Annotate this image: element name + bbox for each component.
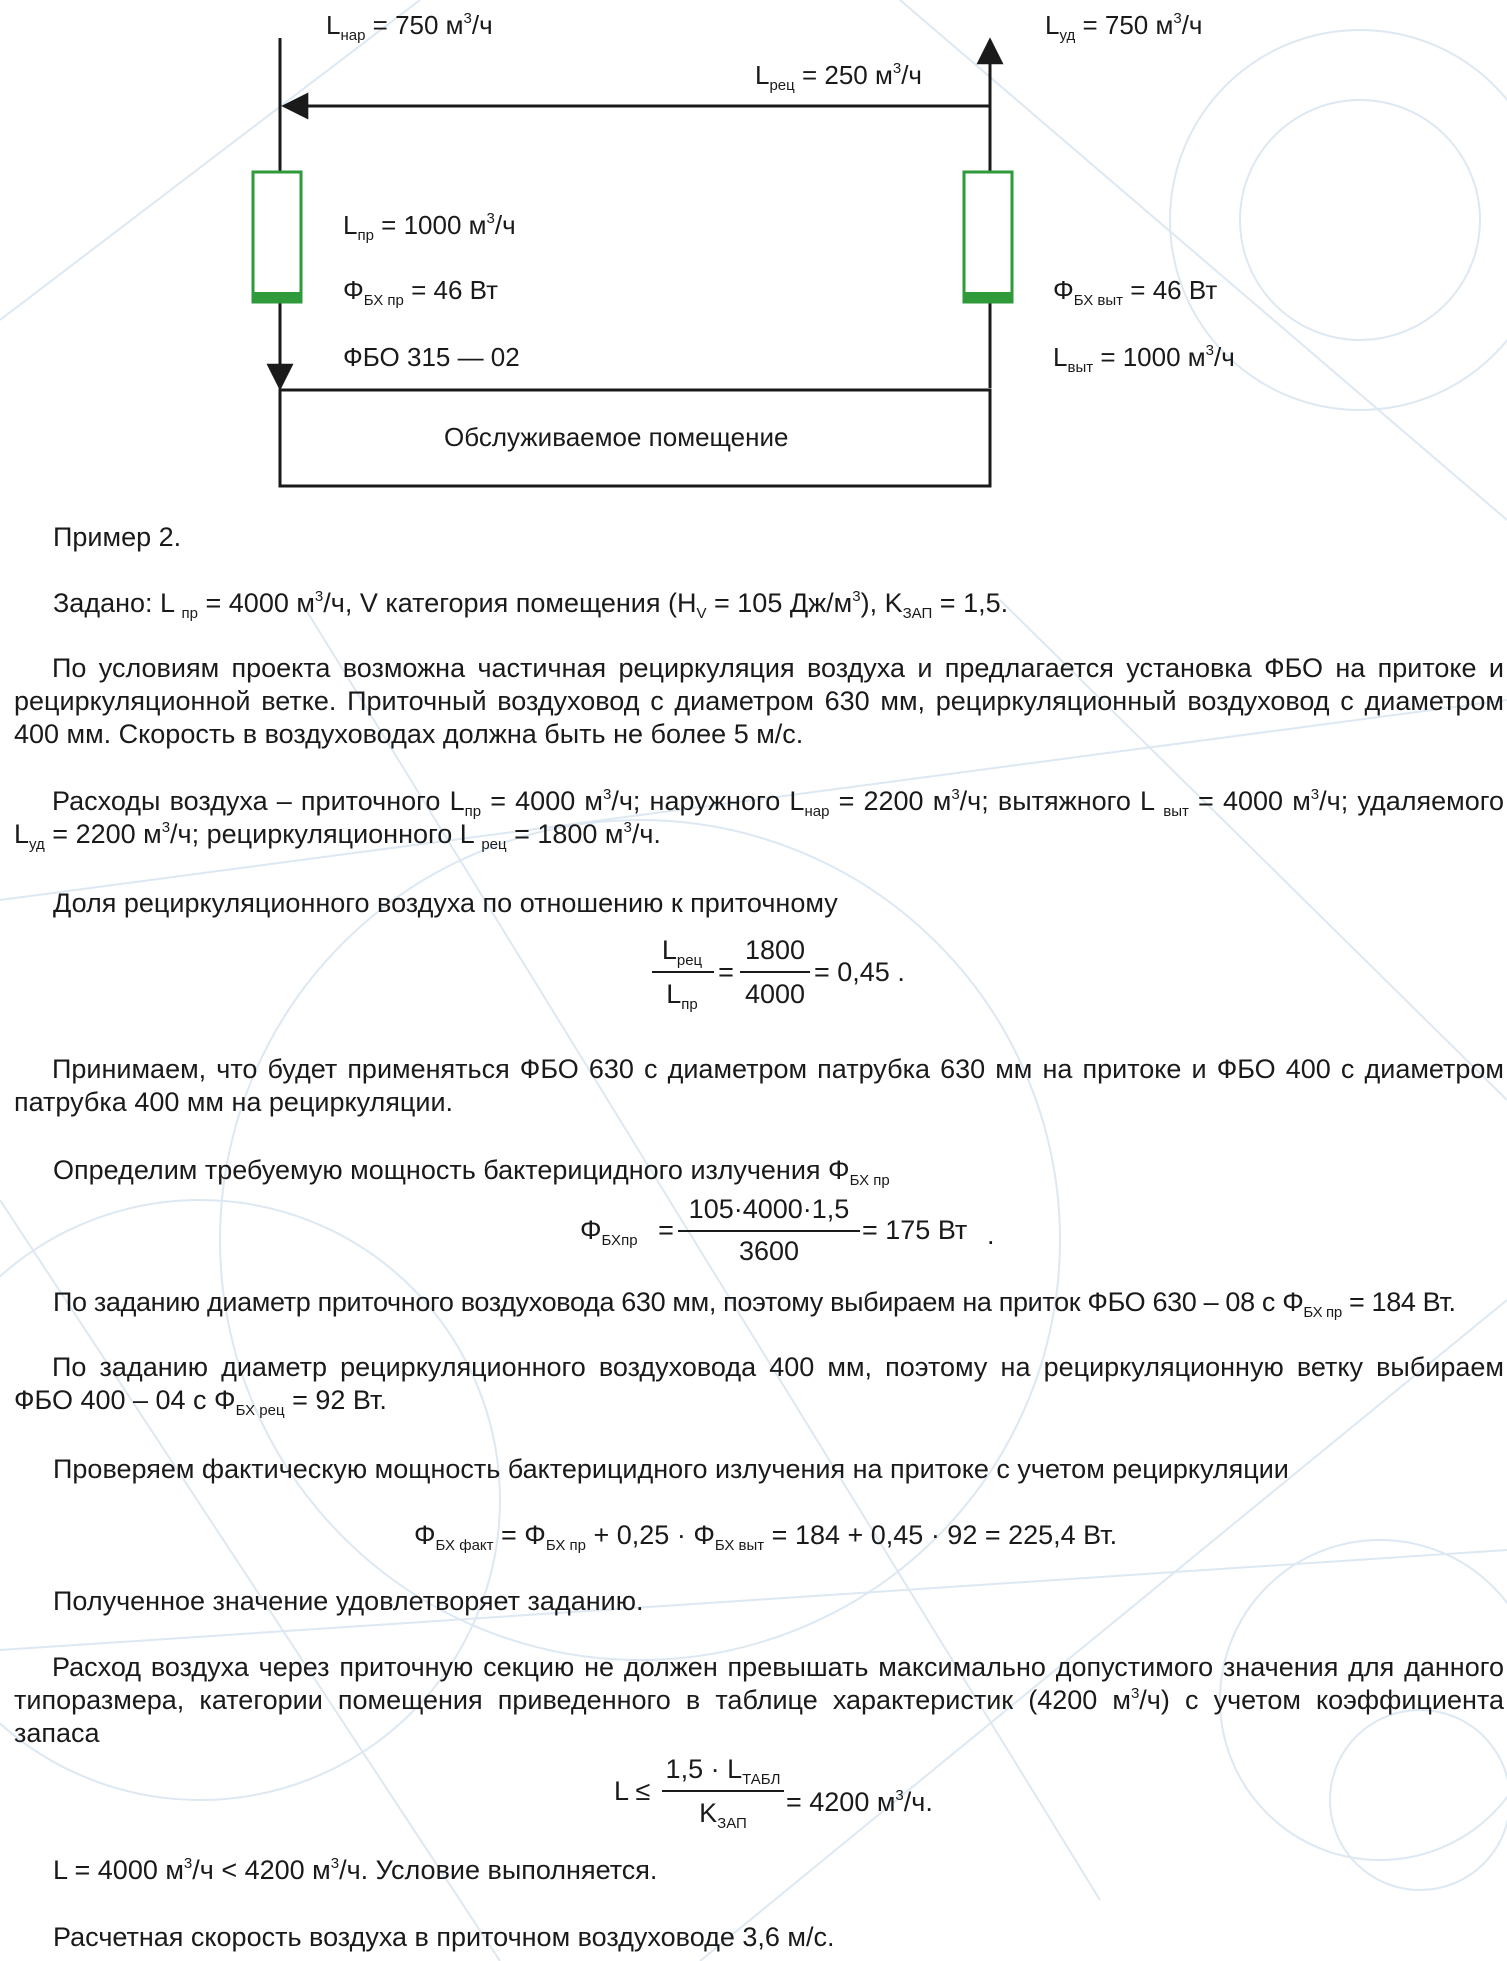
label-l-exhaust: $L_{выт} = 1000$ $м^3/ч$ <box>1053 342 1235 376</box>
paragraph-accept: Принимаем, что будет применяться ФБО 630 с диаметром патрубка 630 мм на притоке и ФБО 400 с диаметром патрубка 400 мм на рециркуляции. <box>14 1054 1504 1117</box>
label-fbo-model: ФБО 315 — 02 <box>343 342 520 372</box>
room-label: Обслуживаемое помещение <box>444 422 789 452</box>
label-f-supply: $\Phi_{БХ пр} = 46$ Вт <box>343 275 499 309</box>
exhaust-filter <box>964 172 1012 303</box>
label-l-supply: $L_{пр} = 1000$ $м^3/ч$ <box>343 210 516 244</box>
example-heading: Пример 2. <box>53 522 182 552</box>
paragraph-recirc-select: По заданию диаметр рециркуляционного воздуховода 400 мм, поэтому на рециркуляционную ветку выбираем ФБО 400 – 04 с $\Phi_{БХ рец} = 92$ Вт. <box>14 1352 1504 1419</box>
paragraph-supply-select: По заданию диаметр приточного воздуховода 630 мм, поэтому выбираем на приток ФБО 630 – 08 с $\Phi_{БХ пр} = 184$ Вт. <box>53 1287 1456 1321</box>
paragraph-result: Полученное значение удовлетворяет заданию. <box>53 1586 644 1616</box>
paragraph-condition-met: L = 4000 $м^3/ч < 4200$ $м^3/ч$. Условие выполняется. <box>53 1855 658 1885</box>
label-f-exhaust: $\Phi_{БХ выт} = 46$ Вт <box>1053 275 1218 309</box>
paragraph-check: Проверяем фактическую мощность бактерицидного излучения на притоке с учетом рециркуляции <box>53 1454 1289 1484</box>
paragraph-share: Доля рециркуляционного воздуха по отношению к приточному <box>53 888 838 918</box>
formula-actual-power: $\Phi_{БХ факт} = \Phi_{БХ пр} + 0,25 \cdot \Phi_{БХ выт} = 184 + 0,45 \cdot 92 = 225,4$ Вт. <box>414 1520 1118 1554</box>
paragraph-velocity: Расчетная скорость воздуха в приточном воздуховоде 3,6 м/с. <box>53 1922 835 1952</box>
label-l-recirculation: $L_{рец} = 250$ $м^3/ч$ <box>755 60 922 94</box>
paragraph-conditions: По условиям проекта возможна частичная рециркуляция воздуха и предлагается установка ФБО на притоке и рециркуляционной ветке. Приточный воздуховод с диаметром 630 мм, рециркуляционный воздуховод с диаметром 400 мм. Скорость в воздуховодах должна быть не более 5 м/с. <box>14 653 1504 749</box>
paragraph-flow-limit: Расход воздуха через приточную секцию не должен превышать максимально допустимого значения для данного типоразмера, категории помещения приведенного в таблице характеристик (4200 $м^3/ч$) с учетом коэффициента запаса <box>14 1652 1504 1748</box>
label-l-removed: $L_{уд} = 750$ $м^3/ч$ <box>1045 10 1203 44</box>
label-l-outdoor: $L_{нар} = 750$ $м^3/ч$ <box>326 10 493 44</box>
supply-filter <box>253 172 301 303</box>
given-line: Задано: L $_{пр}$ = 4000 $м^3/ч$, V категория помещения ($H_V = 105$ $Дж/м^3$), $K_{ЗАП} = 1,5$. <box>53 588 1009 622</box>
paragraph-determine: Определим требуемую мощность бактерицидного излучения $\Phi_{БХ пр}$ <box>53 1155 890 1189</box>
paragraph-flows: Расходы воздуха – приточного $L_{пр} = 4000$ $м^3/ч$; наружного $L_{нар} = 2200$ $м^3/ч$; вытяжного L $_{выт}$ = 4000 $м^3/ч$; удаляемого $L_{уд} = 2200$ $м^3/ч$; рециркуляционного L $_{рец}$ = 1800 $м^3/ч$. <box>14 786 1504 853</box>
